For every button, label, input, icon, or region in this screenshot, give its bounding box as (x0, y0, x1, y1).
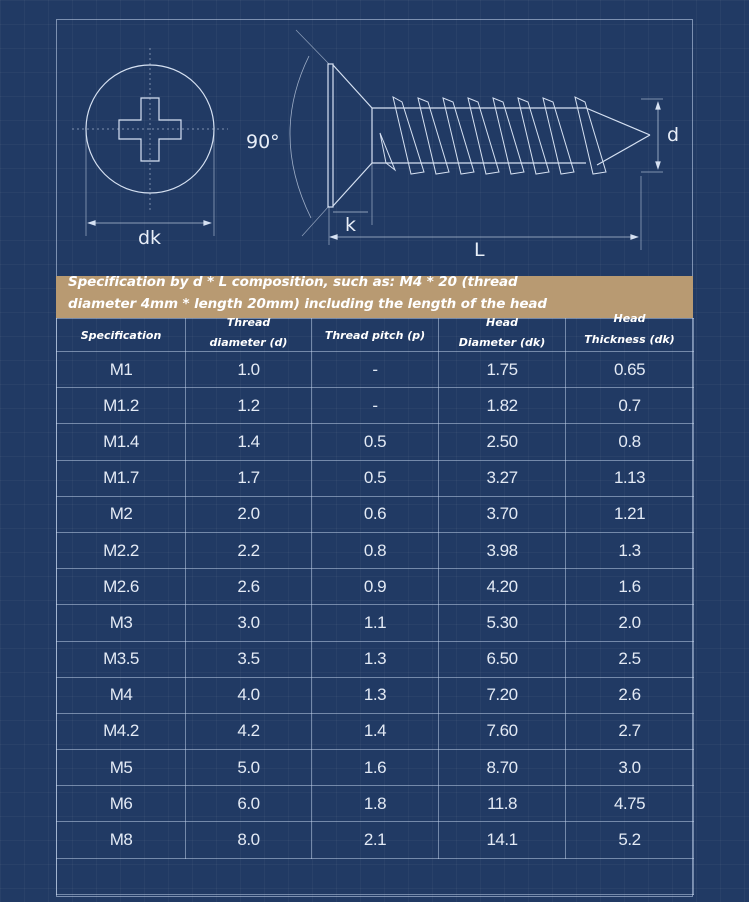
cell-spec: M3 (57, 605, 186, 641)
cell-head-thickness: 0.65 (566, 352, 694, 388)
cell-thread-pitch: 1.1 (312, 605, 439, 641)
cell-head-diameter: 8.70 (439, 750, 566, 786)
screw-drawing-icon (0, 0, 749, 276)
table-header-row (57, 319, 694, 352)
col-header-thread-pitch: Thread pitch (p) (312, 319, 439, 352)
cell-spec: M1.7 (57, 460, 186, 496)
cell-thread-pitch: 1.4 (312, 713, 439, 749)
cell-spec: M1.4 (57, 424, 186, 460)
table-row (57, 750, 694, 786)
dk-label: dk (138, 227, 162, 249)
cell-head-diameter: 6.50 (439, 641, 566, 677)
table-empty-row (57, 858, 694, 894)
cell-head-thickness: 4.75 (566, 786, 694, 822)
cell-head-diameter: 4.20 (439, 569, 566, 605)
col-header-head-thickness: Head Thickness (dk) (566, 319, 694, 352)
cell-thread-diameter: 4.2 (186, 713, 312, 749)
cell-head-diameter: 3.98 (439, 532, 566, 568)
cell-thread-diameter: 3.0 (186, 605, 312, 641)
cell-head-thickness: 2.7 (566, 713, 694, 749)
cell-head-thickness: 1.3 (566, 532, 694, 568)
cell-thread-diameter: 1.4 (186, 424, 312, 460)
cell-thread-diameter: 3.5 (186, 641, 312, 677)
cell-thread-pitch: - (312, 388, 439, 424)
cell-thread-diameter: 2.0 (186, 496, 312, 532)
cell-thread-pitch: 0.9 (312, 569, 439, 605)
cell-head-thickness: 0.8 (566, 424, 694, 460)
cell-head-thickness: 2.0 (566, 605, 694, 641)
cell-head-thickness: 0.7 (566, 388, 694, 424)
table-row (57, 569, 694, 605)
cell-head-thickness: 2.6 (566, 677, 694, 713)
cell-spec: M2 (57, 496, 186, 532)
cell-thread-pitch: 0.5 (312, 424, 439, 460)
cell-head-diameter: 7.60 (439, 713, 566, 749)
cell-thread-pitch: 1.6 (312, 750, 439, 786)
cell-spec: M1 (57, 352, 186, 388)
table-row (57, 641, 694, 677)
cell-thread-pitch: 0.8 (312, 532, 439, 568)
cell-thread-pitch: 1.8 (312, 786, 439, 822)
cell-spec: M3.5 (57, 641, 186, 677)
cell-head-diameter: 14.1 (439, 822, 566, 858)
cell-thread-pitch: 1.3 (312, 677, 439, 713)
cell-thread-pitch: 2.1 (312, 822, 439, 858)
table-row (57, 532, 694, 568)
length-label: L (474, 239, 485, 261)
screw-diagram (0, 0, 749, 276)
cell-spec: M2.2 (57, 532, 186, 568)
cell-head-diameter: 11.8 (439, 786, 566, 822)
cell-spec: M2.6 (57, 569, 186, 605)
note-line-1: Specification by d * L composition, such as: M4 * 20 (thread (68, 274, 518, 290)
col-header-specification: Specification (57, 319, 186, 352)
cell-head-thickness: 1.13 (566, 460, 694, 496)
table-row (57, 605, 694, 641)
cell-thread-pitch: 0.5 (312, 460, 439, 496)
cell-spec: M4 (57, 677, 186, 713)
cell-thread-diameter: 1.2 (186, 388, 312, 424)
spec-table (56, 312, 694, 895)
cell-spec: M5 (57, 750, 186, 786)
cell-head-thickness: 3.0 (566, 750, 694, 786)
cell-thread-diameter: 4.0 (186, 677, 312, 713)
cell-head-diameter: 1.75 (439, 352, 566, 388)
table-row (57, 460, 694, 496)
table-row (57, 496, 694, 532)
cell-thread-diameter: 1.7 (186, 460, 312, 496)
k-label: k (345, 214, 357, 236)
cell-head-thickness: 1.6 (566, 569, 694, 605)
cell-thread-pitch: - (312, 352, 439, 388)
empty-cell (57, 858, 694, 894)
cell-head-diameter: 3.27 (439, 460, 566, 496)
cell-spec: M6 (57, 786, 186, 822)
note-text (68, 271, 628, 315)
cell-head-thickness: 5.2 (566, 822, 694, 858)
table-row (57, 713, 694, 749)
cell-head-diameter: 5.30 (439, 605, 566, 641)
cell-spec: M8 (57, 822, 186, 858)
table-row (57, 677, 694, 713)
table-row (57, 352, 694, 388)
cell-head-diameter: 1.82 (439, 388, 566, 424)
note-line-2: diameter 4mm * length 20mm) including the length of the head (68, 296, 547, 312)
table-row (57, 786, 694, 822)
d-label: d (667, 124, 680, 146)
cell-thread-pitch: 1.3 (312, 641, 439, 677)
table-row (57, 424, 694, 460)
cell-head-diameter: 2.50 (439, 424, 566, 460)
cell-thread-diameter: 2.2 (186, 532, 312, 568)
cell-thread-diameter: 1.0 (186, 352, 312, 388)
cell-thread-pitch: 0.6 (312, 496, 439, 532)
cell-head-thickness: 1.21 (566, 496, 694, 532)
cell-thread-diameter: 8.0 (186, 822, 312, 858)
table-row (57, 822, 694, 858)
cell-thread-diameter: 5.0 (186, 750, 312, 786)
cell-thread-diameter: 6.0 (186, 786, 312, 822)
cell-spec: M4.2 (57, 713, 186, 749)
col-header-head-diameter: Head Diameter (dk) (439, 319, 566, 352)
table-row (57, 388, 694, 424)
cell-spec: M1.2 (57, 388, 186, 424)
col-header-thread-diameter: Thread diameter (d) (186, 319, 312, 352)
cell-head-diameter: 3.70 (439, 496, 566, 532)
cell-thread-diameter: 2.6 (186, 569, 312, 605)
angle-label: 90° (246, 131, 280, 153)
cell-head-diameter: 7.20 (439, 677, 566, 713)
cell-head-thickness: 2.5 (566, 641, 694, 677)
